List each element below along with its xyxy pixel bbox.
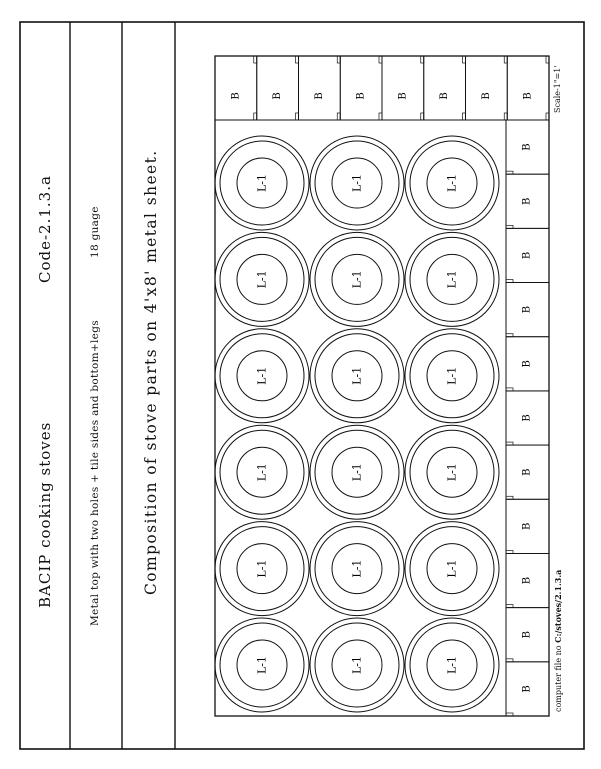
tile-label: B [439, 92, 451, 100]
side-tile [506, 553, 549, 607]
tile-tab [506, 334, 513, 337]
tile-tab [254, 56, 257, 63]
drawing-heading: Composition of stove parts on 4'x8' metal sheet. [142, 149, 160, 595]
top-tile [215, 56, 257, 120]
tile-label: B [480, 92, 492, 100]
tile-label: B [521, 305, 533, 314]
tile-label: B [313, 92, 325, 100]
side-tile [506, 174, 549, 228]
top-tile [466, 56, 508, 120]
disc-label: L-1 [445, 173, 459, 193]
stove-top-disc [310, 522, 404, 616]
tile-tab [506, 442, 513, 445]
disc-label: L-1 [255, 655, 269, 675]
stove-top-disc [215, 425, 309, 519]
project-title: BACIP cooking stoves [36, 421, 54, 608]
scale-note: Scale-1"=1' [553, 65, 562, 113]
side-tile [506, 337, 549, 391]
tile-label: B [521, 360, 533, 368]
stove-top-disc [310, 425, 404, 519]
disc-label: L-1 [445, 270, 459, 289]
disc-label: L-1 [350, 559, 364, 578]
side-tile [506, 662, 549, 716]
side-tile [506, 283, 549, 337]
side-tile [506, 120, 549, 174]
stove-top-disc [405, 522, 499, 616]
side-tile [506, 228, 549, 282]
stove-top-disc [215, 522, 309, 616]
disc-label: L-1 [350, 270, 364, 289]
stove-top-disc [405, 425, 499, 519]
top-tile [382, 56, 424, 120]
sheet-gauge: 18 guage [89, 206, 101, 258]
tile-tab [337, 113, 340, 120]
tile-tab [463, 56, 466, 63]
computer-file-label: computer file no [554, 642, 563, 712]
disc-label: L-1 [350, 463, 364, 482]
stove-top-disc-grid [215, 136, 499, 712]
tile-outline [257, 56, 299, 120]
side-tile [506, 445, 549, 499]
tile-tab [296, 113, 299, 120]
tile-outline [382, 56, 424, 120]
tile-label: B [521, 143, 533, 151]
tile-tab [504, 56, 507, 63]
top-tile-strip [215, 56, 549, 120]
tile-outline [507, 56, 549, 120]
metal-sheet-outline [215, 56, 549, 716]
side-tile-strip [506, 120, 549, 716]
tile-outline [215, 56, 257, 120]
tile-label: B [355, 92, 367, 100]
side-tile [506, 499, 549, 553]
tile-label: B [521, 251, 533, 260]
tile-tab [506, 388, 513, 391]
side-tile [506, 391, 549, 445]
stove-top-disc [215, 329, 309, 423]
tile-label: B [521, 685, 533, 693]
disc-label: L-1 [255, 173, 269, 193]
stove-top-disc [215, 136, 309, 230]
tile-tab [421, 113, 424, 120]
disc-label: L-1 [255, 559, 269, 578]
disc-label: L-1 [350, 655, 364, 675]
tile-tab [379, 113, 382, 120]
top-tile [340, 56, 382, 120]
stove-top-disc [310, 618, 404, 712]
tile-tab [254, 113, 257, 120]
disc-label: L-1 [445, 366, 459, 385]
stove-top-disc [405, 232, 499, 326]
disc-label: L-1 [255, 270, 269, 289]
tile-outline [424, 56, 466, 120]
tile-tab [421, 56, 424, 63]
tile-tab [337, 56, 340, 63]
disc-label: L-1 [350, 366, 364, 385]
stove-top-disc [310, 329, 404, 423]
tile-tab [296, 56, 299, 63]
tile-label: B [521, 631, 533, 639]
stove-top-disc [405, 136, 499, 230]
disc-label: L-1 [445, 559, 459, 578]
tile-label: B [521, 197, 533, 205]
tile-tab [506, 496, 513, 499]
tile-tab [463, 113, 466, 120]
tile-outline [299, 56, 341, 120]
disc-label: L-1 [255, 366, 269, 385]
top-tile [507, 56, 549, 120]
tile-label: B [521, 522, 533, 531]
tile-label: B [230, 92, 242, 100]
tile-label: B [272, 92, 284, 100]
tile-outline [466, 56, 508, 120]
disc-label: L-1 [445, 463, 459, 482]
stove-top-disc [215, 232, 309, 326]
side-tile [506, 608, 549, 662]
tile-tab [506, 280, 513, 283]
tile-label: B [522, 92, 534, 100]
part-description: Metal top with two holes + tile sides and bottom+legs [89, 320, 101, 626]
stove-top-disc [405, 329, 499, 423]
stove-top-disc [405, 618, 499, 712]
tile-tab [504, 113, 507, 120]
disc-label: L-1 [255, 463, 269, 482]
tile-label: B [397, 92, 409, 100]
tile-outline [340, 56, 382, 120]
stove-top-disc [310, 136, 404, 230]
top-tile [257, 56, 299, 120]
drawing-code: Code-2.1.3.a [36, 175, 54, 283]
computer-file-name: C:/stoves/2.1.3.a [553, 569, 563, 643]
top-tile [424, 56, 466, 120]
stove-top-disc [215, 618, 309, 712]
tile-tab [379, 56, 382, 63]
tile-label: B [521, 576, 533, 585]
tile-label: B [521, 468, 533, 476]
disc-label: L-1 [350, 173, 364, 193]
top-tile [299, 56, 341, 120]
disc-label: L-1 [445, 655, 459, 675]
stove-top-disc [310, 232, 404, 326]
tile-label: B [521, 414, 533, 422]
computer-file-note [553, 570, 563, 712]
